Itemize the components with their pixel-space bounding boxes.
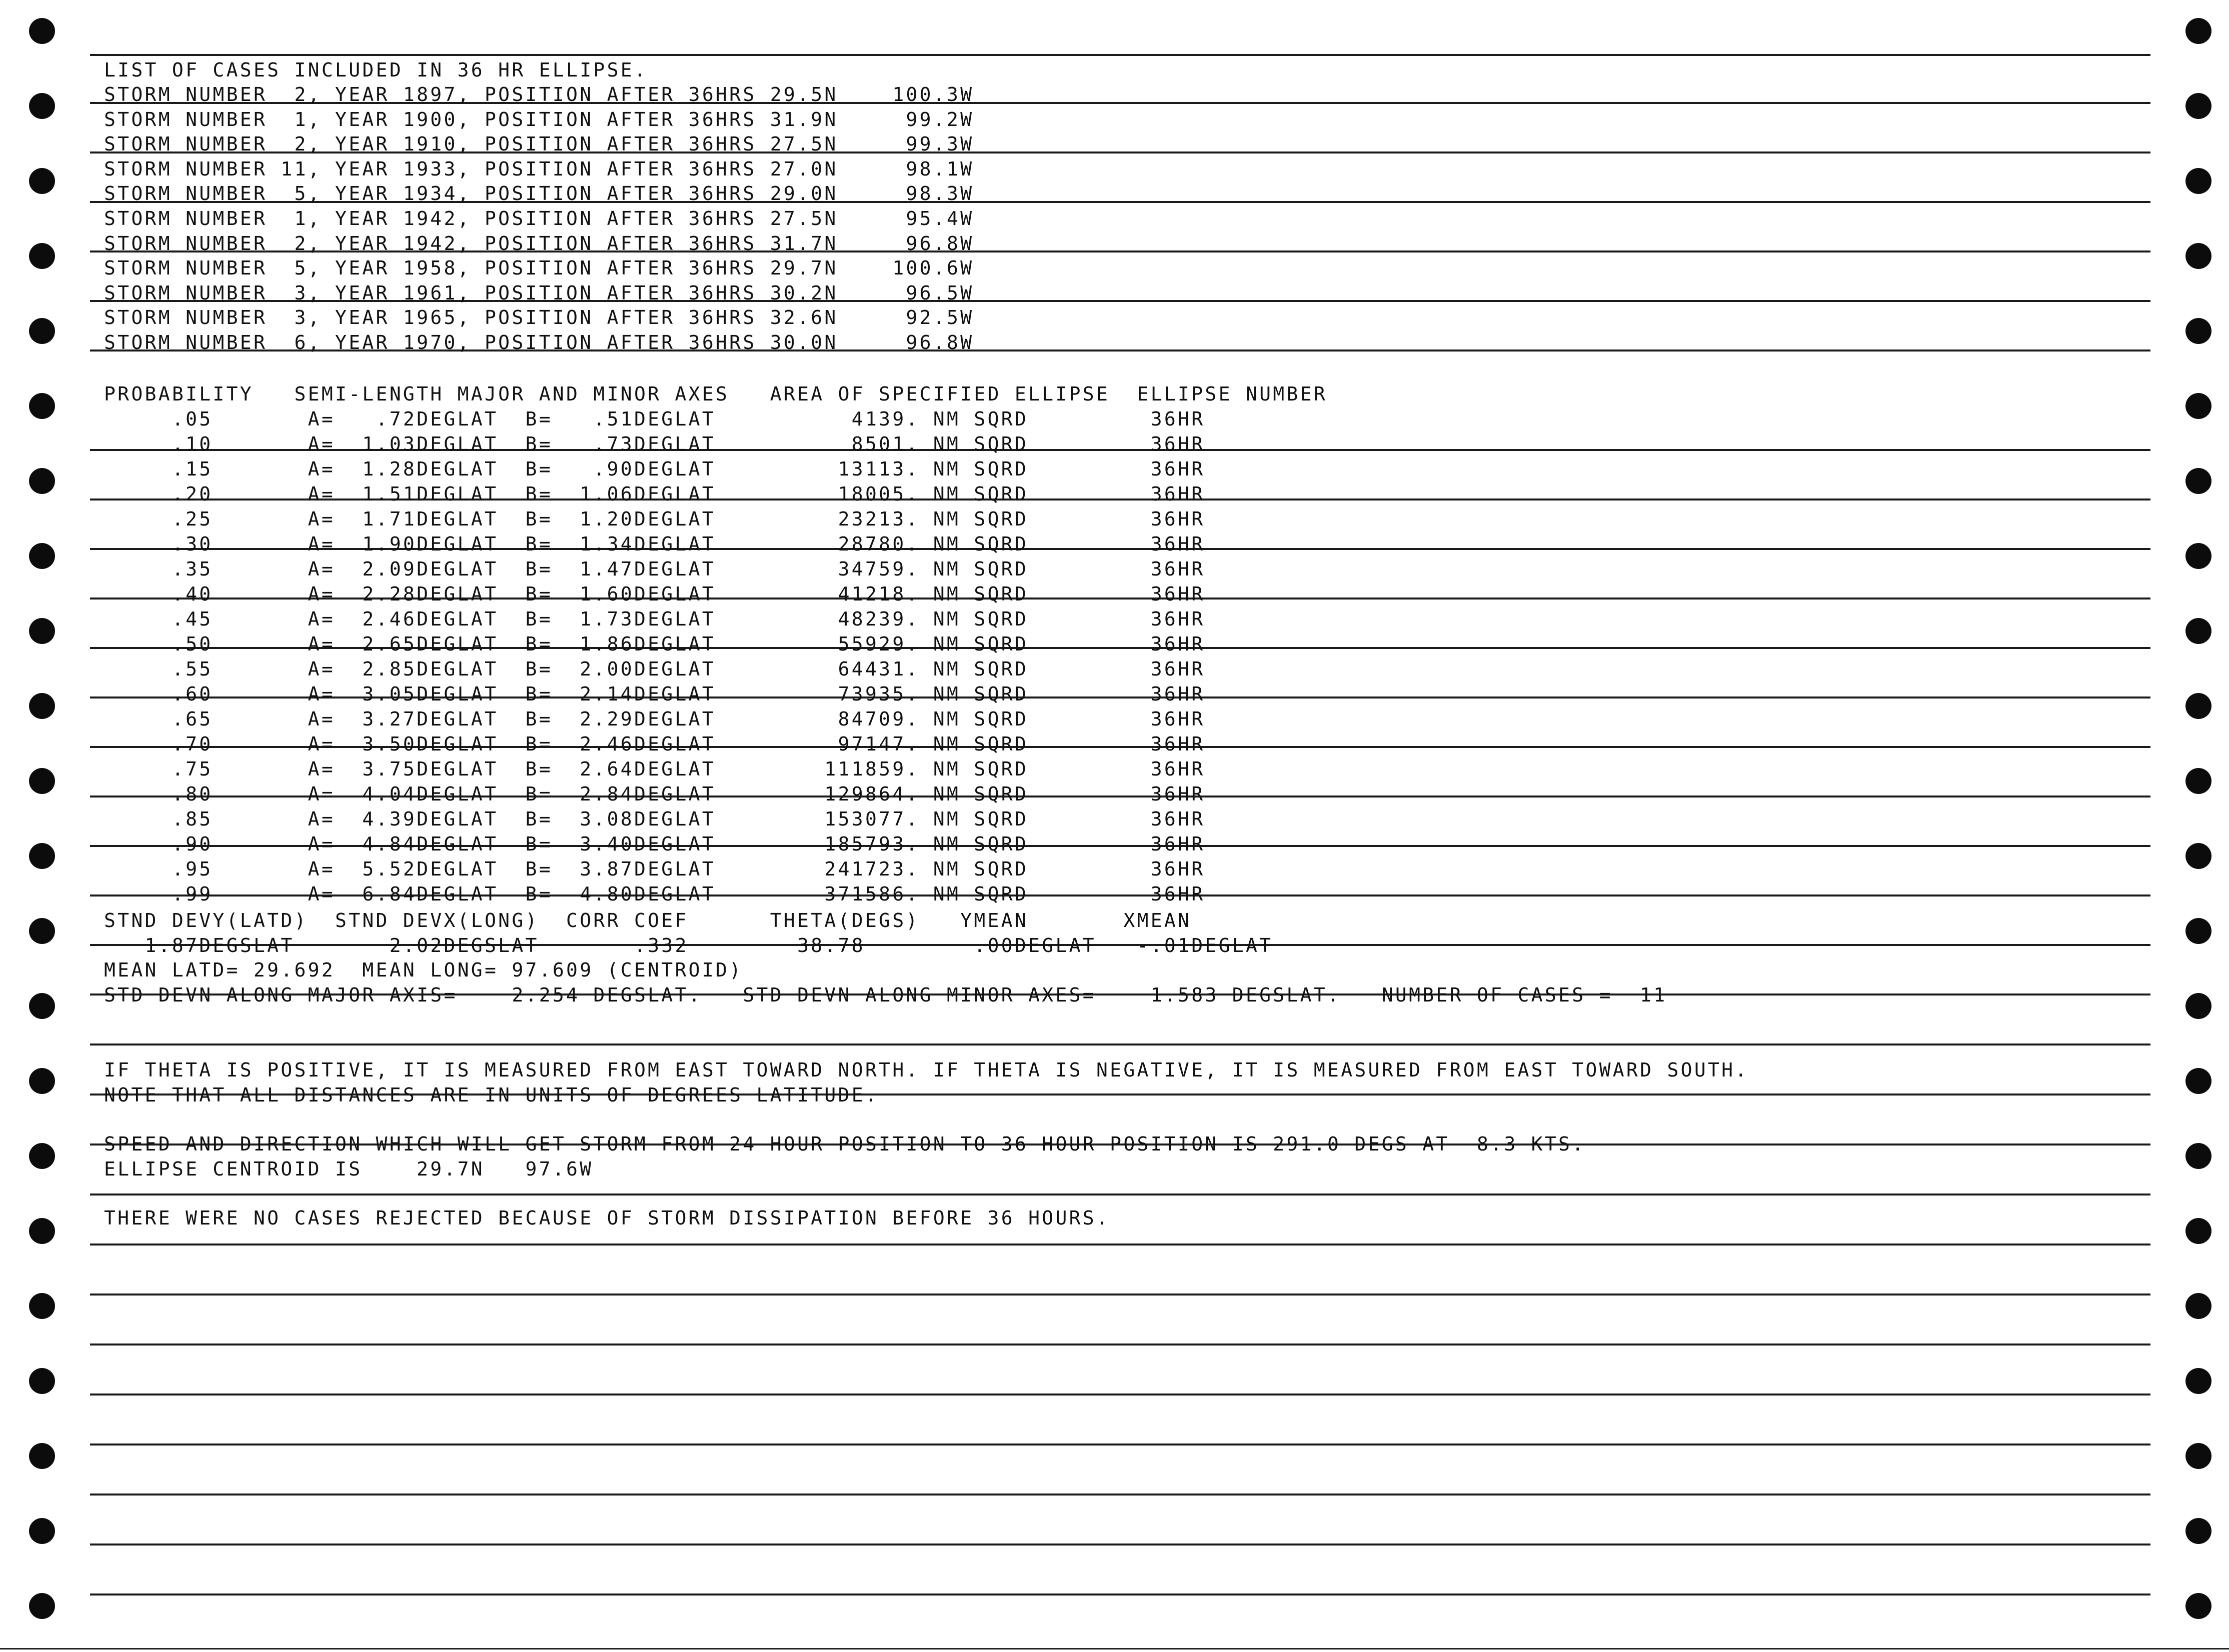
case-line: STORM NUMBER 2, YEAR 1897, POSITION AFTER 36HRS 29.5N 100.3W — [104, 84, 974, 106]
probability-row: .50 A= 2.65DEGLAT B= 1.86DEGLAT 55929. NM SQRD 36HR — [104, 633, 1205, 655]
feed-hole-icon — [29, 693, 55, 719]
feed-hole-icon — [29, 768, 55, 794]
feed-hole-icon — [2185, 318, 2211, 344]
feed-hole-icon — [29, 1293, 55, 1319]
ruled-line — [90, 1044, 2150, 1046]
ruled-line — [90, 1494, 2150, 1496]
paper-bottom-edge — [0, 1648, 2229, 1650]
case-line: STORM NUMBER 2, YEAR 1910, POSITION AFTER 36HRS 27.5N 99.3W — [104, 133, 974, 156]
feed-hole-icon — [2185, 1143, 2211, 1169]
rejected-cases-line: THERE WERE NO CASES REJECTED BECAUSE OF STORM DISSIPATION BEFORE 36 HOURS. — [104, 1207, 1110, 1229]
speed-direction-line: SPEED AND DIRECTION WHICH WILL GET STORM FROM 24 HOUR POSITION TO 36 HOUR POSITION IS 291.0 DEGS AT 8.3 KTS. — [104, 1133, 1586, 1155]
ruled-line — [90, 1294, 2150, 1296]
feed-hole-icon — [2185, 1518, 2211, 1544]
feed-hole-icon — [29, 993, 55, 1019]
case-line: STORM NUMBER 5, YEAR 1958, POSITION AFTER 36HRS 29.7N 100.6W — [104, 257, 974, 280]
feed-hole-icon — [29, 18, 55, 44]
probability-row: .15 A= 1.28DEGLAT B= .90DEGLAT 13113. NM SQRD 36HR — [104, 458, 1205, 480]
feed-hole-icon — [2185, 843, 2211, 869]
ruled-line — [90, 1544, 2150, 1546]
feed-hole-icon — [2185, 18, 2211, 44]
feed-hole-icon — [2185, 1293, 2211, 1319]
case-line: STORM NUMBER 2, YEAR 1942, POSITION AFTER 36HRS 31.7N 96.8W — [104, 232, 974, 254]
ruled-line — [90, 54, 2150, 56]
case-line: STORM NUMBER 1, YEAR 1900, POSITION AFTER 36HRS 31.9N 99.2W — [104, 108, 974, 130]
ruled-line — [90, 1444, 2150, 1446]
probability-row: .35 A= 2.09DEGLAT B= 1.47DEGLAT 34759. NM SQRD 36HR — [104, 558, 1205, 580]
theta-note: IF THETA IS POSITIVE, IT IS MEASURED FROM EAST TOWARD NORTH. IF THETA IS NEGATIVE, IT IS MEASURED FROM EAST TOWARD SOUTH. — [104, 1059, 1749, 1081]
probability-row: .90 A= 4.84DEGLAT B= 3.40DEGLAT 185793. NM SQRD 36HR — [104, 833, 1205, 855]
probability-row: .85 A= 4.39DEGLAT B= 3.08DEGLAT 153077. NM SQRD 36HR — [104, 808, 1205, 830]
feed-hole-icon — [29, 168, 55, 194]
case-line: STORM NUMBER 1, YEAR 1942, POSITION AFTER 36HRS 27.5N 95.4W — [104, 208, 974, 230]
ruled-line — [90, 1344, 2150, 1346]
feed-hole-icon — [29, 1368, 55, 1394]
probability-row: .25 A= 1.71DEGLAT B= 1.20DEGLAT 23213. NM SQRD 36HR — [104, 508, 1205, 530]
ruled-line — [90, 1594, 2150, 1596]
case-line: STORM NUMBER 6, YEAR 1970, POSITION AFTER 36HRS 30.0N 96.8W — [104, 332, 974, 354]
feed-hole-icon — [2185, 543, 2211, 569]
probability-row: .99 A= 6.84DEGLAT B= 4.80DEGLAT 371586. NM SQRD 36HR — [104, 883, 1205, 905]
feed-hole-icon — [2185, 243, 2211, 269]
ruled-line — [90, 1194, 2150, 1196]
feed-hole-icon — [29, 1218, 55, 1244]
feed-hole-icon — [29, 318, 55, 344]
statistics-values: 1.87DEGSLAT 2.02DEGSLAT .332 38.78 .00DEGLAT -.01DEGLAT — [104, 934, 1273, 956]
feed-hole-icon — [29, 393, 55, 419]
feed-hole-icon — [2185, 1593, 2211, 1619]
statistics-header: STND DEVY(LATD) STND DEVX(LONG) CORR COEF THETA(DEGS) YMEAN XMEAN — [104, 910, 1192, 932]
ruled-line — [90, 1394, 2150, 1396]
feed-hole-icon — [29, 1443, 55, 1469]
probability-row: .20 A= 1.51DEGLAT B= 1.06DEGLAT 18005. NM SQRD 36HR — [104, 483, 1205, 505]
feed-hole-icon — [29, 543, 55, 569]
feed-hole-icon — [29, 1593, 55, 1619]
feed-hole-icon — [2185, 393, 2211, 419]
feed-hole-icon — [2185, 693, 2211, 719]
probability-row: .70 A= 3.50DEGLAT B= 2.46DEGLAT 97147. NM SQRD 36HR — [104, 733, 1205, 755]
probability-row: .80 A= 4.04DEGLAT B= 2.84DEGLAT 129864. NM SQRD 36HR — [104, 783, 1205, 805]
ellipse-centroid-line: ELLIPSE CENTROID IS 29.7N 97.6W — [104, 1158, 594, 1180]
feed-hole-icon — [29, 243, 55, 269]
probability-row: .55 A= 2.85DEGLAT B= 2.00DEGLAT 64431. NM SQRD 36HR — [104, 658, 1205, 680]
feed-hole-icon — [2185, 618, 2211, 644]
std-deviation-line: STD DEVN ALONG MAJOR AXIS= 2.254 DEGSLAT. STD DEVN ALONG MINOR AXES= 1.583 DEGSLAT. NUMBER OF CASES = 11 — [104, 984, 1667, 1006]
feed-hole-icon — [2185, 993, 2211, 1019]
probability-row: .75 A= 3.75DEGLAT B= 2.64DEGLAT 111859. NM SQRD 36HR — [104, 758, 1205, 780]
feed-hole-icon — [2185, 1218, 2211, 1244]
feed-hole-icon — [2185, 918, 2211, 944]
feed-hole-icon — [29, 468, 55, 494]
feed-hole-icon — [29, 1518, 55, 1544]
probability-row: .10 A= 1.03DEGLAT B= .73DEGLAT 8501. NM SQRD 36HR — [104, 433, 1205, 455]
feed-hole-icon — [2185, 468, 2211, 494]
feed-hole-icon — [2185, 168, 2211, 194]
case-line: STORM NUMBER 11, YEAR 1933, POSITION AFTER 36HRS 27.0N 98.1W — [104, 158, 974, 180]
case-line: STORM NUMBER 3, YEAR 1965, POSITION AFTER 36HRS 32.6N 92.5W — [104, 306, 974, 329]
distance-units-note: NOTE THAT ALL DISTANCES ARE IN UNITS OF DEGREES LATITUDE. — [104, 1084, 879, 1106]
mean-position-line: MEAN LATD= 29.692 MEAN LONG= 97.609 (CENTROID) — [104, 959, 743, 981]
feed-hole-icon — [29, 1143, 55, 1169]
feed-hole-icon — [2185, 1443, 2211, 1469]
cases-header: LIST OF CASES INCLUDED IN 36 HR ELLIPSE. — [104, 59, 648, 81]
probability-row: .40 A= 2.28DEGLAT B= 1.60DEGLAT 41218. NM SQRD 36HR — [104, 583, 1205, 605]
probability-row: .95 A= 5.52DEGLAT B= 3.87DEGLAT 241723. NM SQRD 36HR — [104, 858, 1205, 880]
case-line: STORM NUMBER 5, YEAR 1934, POSITION AFTER 36HRS 29.0N 98.3W — [104, 182, 974, 205]
feed-hole-icon — [29, 843, 55, 869]
feed-hole-icon — [2185, 93, 2211, 119]
feed-hole-icon — [29, 918, 55, 944]
feed-hole-icon — [2185, 1368, 2211, 1394]
probability-row: .05 A= .72DEGLAT B= .51DEGLAT 4139. NM SQRD 36HR — [104, 408, 1205, 430]
feed-hole-icon — [29, 93, 55, 119]
case-line: STORM NUMBER 3, YEAR 1961, POSITION AFTER 36HRS 30.2N 96.5W — [104, 282, 974, 304]
probability-table-header: PROBABILITY SEMI-LENGTH MAJOR AND MINOR AXES AREA OF SPECIFIED ELLIPSE ELLIPSE NUMBER — [104, 383, 1328, 405]
ruled-line — [90, 1244, 2150, 1246]
feed-hole-icon — [2185, 768, 2211, 794]
feed-hole-icon — [29, 1068, 55, 1094]
probability-row: .60 A= 3.05DEGLAT B= 2.14DEGLAT 73935. NM SQRD 36HR — [104, 683, 1205, 705]
probability-row: .65 A= 3.27DEGLAT B= 2.29DEGLAT 84709. NM SQRD 36HR — [104, 708, 1205, 730]
probability-row: .45 A= 2.46DEGLAT B= 1.73DEGLAT 48239. NM SQRD 36HR — [104, 608, 1205, 630]
feed-hole-icon — [29, 618, 55, 644]
feed-hole-icon — [2185, 1068, 2211, 1094]
probability-row: .30 A= 1.90DEGLAT B= 1.34DEGLAT 28780. NM SQRD 36HR — [104, 533, 1205, 555]
